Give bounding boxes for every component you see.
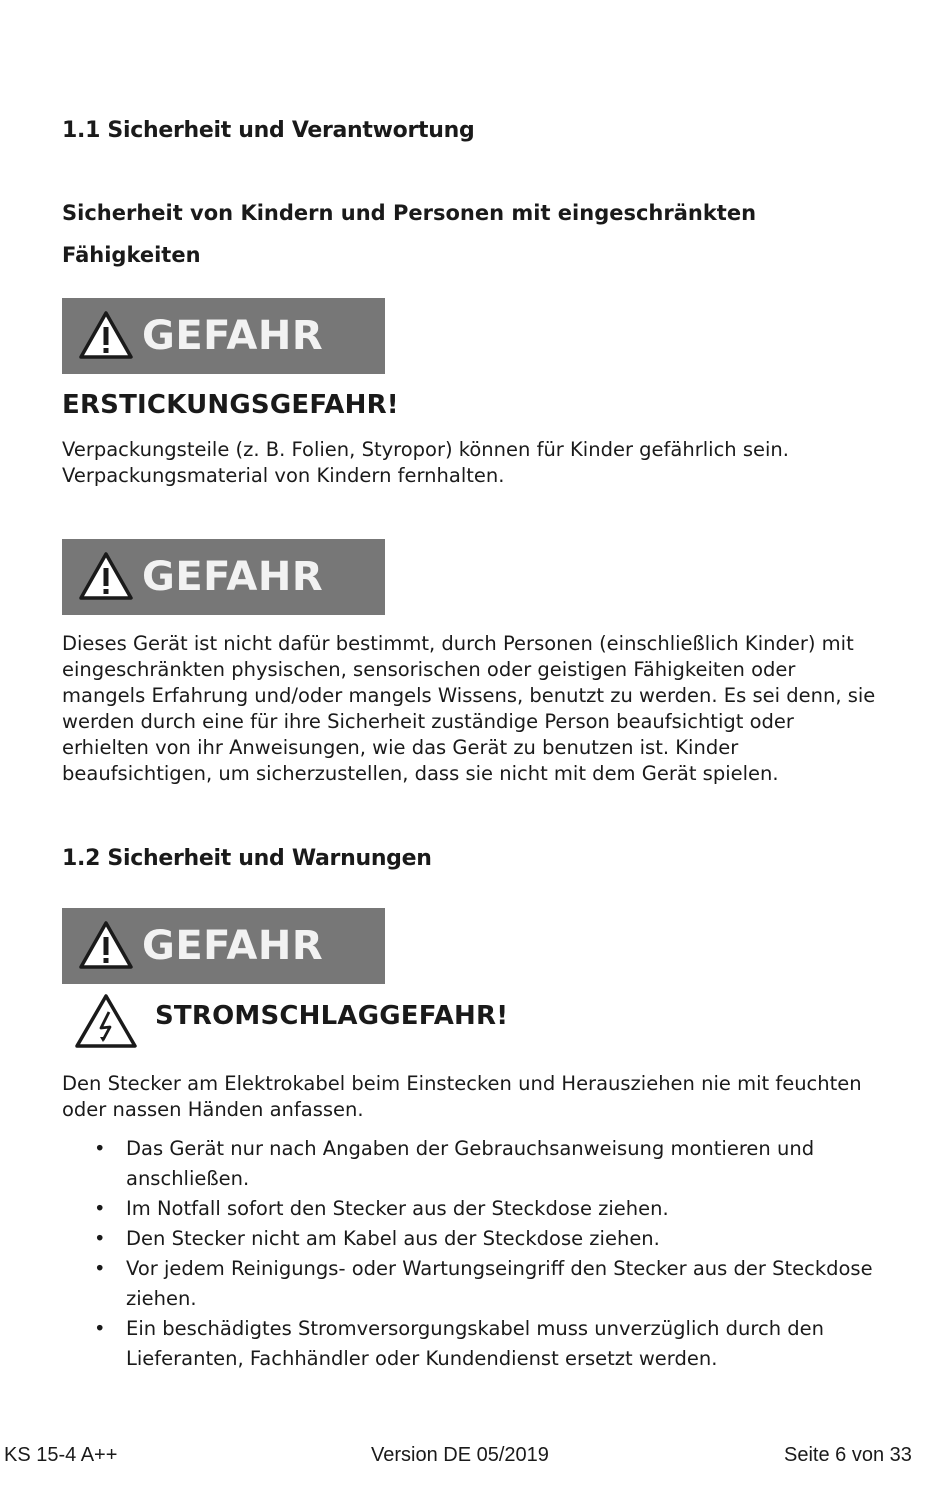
warning-title-suffocation: ERSTICKUNGSGEFAHR!: [62, 390, 399, 420]
warning-triangle-icon: [78, 920, 134, 970]
warning-text-electric: Den Stecker am Elektrokabel beim Einstecken und Herausziehen nie mit feuchten oder nassen Händen anfassen.: [62, 1072, 862, 1121]
warning-triangle-icon: [78, 310, 134, 360]
list-item-text: Im Notfall sofort den Stecker aus der Steckdose ziehen.: [126, 1197, 669, 1220]
warning-triangle-icon: [78, 551, 134, 601]
list-item-text: Ein beschädigtes Stromversorgungskabel muss unverzüglich durch den Lieferanten, Fachhändler oder Kundendienst ersetzt werden.: [126, 1317, 824, 1370]
section-heading-1-2: 1.2 Sicherheit und Warnungen: [62, 846, 432, 871]
list-item-text: Den Stecker nicht am Kabel aus der Steckdose ziehen.: [126, 1227, 660, 1250]
list-item: • Vor jedem Reinigungs- oder Wartungseingriff den Stecker aus der Steckdose ziehen.: [94, 1257, 873, 1310]
warning-text-persons: Dieses Gerät ist nicht dafür bestimmt, durch Personen (einschließlich Kinder) mit eingeschränkten physischen, sensorischen oder geistigen Fähigkeiten oder mangels Erfahrung und/oder mangels Wissens, benutzt zu werden. Es sei denn, sie werden durch eine für ihre Sicherheit zuständige Person beaufsichtigt oder erhielten von ihr Anweisungen, wie das Gerät zu benutzen ist. Kinder beaufsichtigen, um sicherzustellen, dass sie nicht mit dem Gerät spielen.: [62, 632, 876, 785]
footer-page-number: Seite 6 von 33: [784, 1444, 912, 1466]
footer-version: Version DE 05/2019: [371, 1444, 549, 1466]
warning-text-suffocation: Verpackungsteile (z. B. Folien, Styropor) können für Kinder gefährlich sein. Verpackungsmaterial von Kindern fernhalten.: [62, 438, 789, 487]
high-voltage-icon: [72, 992, 140, 1052]
danger-banner-2: [62, 539, 385, 615]
list-item-text: Das Gerät nur nach Angaben der Gebrauchsanweisung montieren und anschließen.: [126, 1137, 815, 1190]
subheading-line-1: Sicherheit von Kindern und Personen mit eingeschränkten: [62, 201, 757, 225]
section-heading-1-1: 1.1 Sicherheit und Verantwortung: [62, 118, 475, 143]
footer-model: KS 15-4 A++: [4, 1444, 118, 1466]
list-item-text: Vor jedem Reinigungs- oder Wartungseingriff den Stecker aus der Steckdose ziehen.: [126, 1257, 873, 1310]
electric-safety-list: [62, 1134, 882, 1374]
danger-label: GEFAHR: [142, 313, 324, 359]
warning-title-electric: STROMSCHLAGGEFAHR!: [155, 1001, 509, 1031]
list-item: • Ein beschädigtes Stromversorgungskabel muss unverzüglich durch den Lieferanten, Fachhändler oder Kundendienst ersetzt werden.: [94, 1317, 824, 1370]
danger-label: GEFAHR: [142, 554, 324, 600]
subheading-line-2: Fähigkeiten: [62, 243, 201, 267]
danger-label: GEFAHR: [142, 923, 324, 969]
danger-banner-1: [62, 298, 385, 374]
danger-banner-3: [62, 908, 385, 984]
list-item: • Den Stecker nicht am Kabel aus der Steckdose ziehen.: [94, 1227, 660, 1250]
list-item: • Im Notfall sofort den Stecker aus der Steckdose ziehen.: [94, 1197, 669, 1220]
list-item: • Das Gerät nur nach Angaben der Gebrauchsanweisung montieren und anschließen.: [94, 1137, 815, 1190]
